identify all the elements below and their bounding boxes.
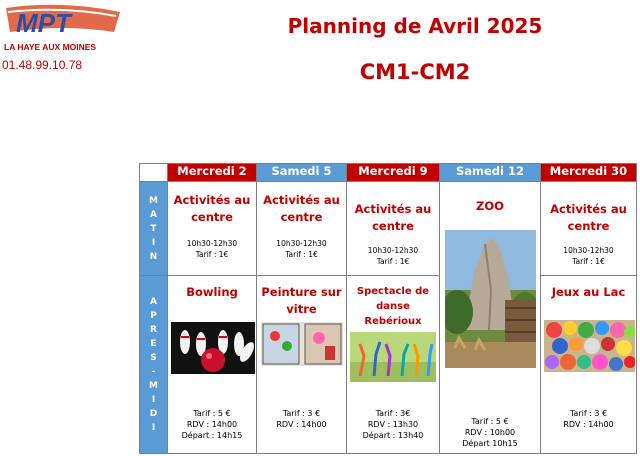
rdv-line: RDV : 14h00 (276, 420, 327, 429)
tarif-line: Tarif : 5 € (193, 409, 231, 418)
afternoon-cell (257, 276, 347, 454)
page-subtitle: CM1-CM2 (359, 60, 471, 84)
morning-cell (257, 182, 347, 276)
rdv-line: RDV : 13h30 (367, 420, 419, 429)
table-corner (140, 164, 168, 182)
activity-title: Bowling (186, 285, 238, 299)
zoo-cell (440, 182, 541, 454)
planning-table (139, 163, 637, 454)
bowling-image (171, 322, 255, 374)
tarif-text: Tarif : 1€ (285, 250, 318, 259)
hours-text: 10h30-12h30 (563, 246, 614, 255)
matin-label: M A T I N (140, 182, 168, 276)
dance-image (350, 332, 436, 382)
rdv-line: RDV : 10h00 (464, 428, 516, 437)
activity-title: Peinture sur vitre (261, 285, 342, 316)
day-header: Samedi 12 (440, 164, 541, 182)
svg-text:LA HAYE AUX MOINES: LA HAYE AUX MOINES (4, 42, 97, 52)
tarif-line: Tarif : 3€ (375, 409, 411, 418)
phone-number: 01.48.99.10.78 (2, 58, 83, 72)
tarif-text: Tarif : 1€ (376, 257, 410, 266)
mpt-logo (2, 2, 124, 56)
activity-title: Activités au centre (263, 193, 340, 224)
day-header: Mercredi 30 (541, 164, 637, 182)
afternoon-cell (168, 276, 257, 454)
activity-title: ZOO (476, 199, 504, 213)
activity-title: Spectacle de danse Rebérioux (356, 286, 430, 327)
morning-cell (541, 182, 637, 276)
rdv-line: RDV : 14h00 (563, 420, 614, 429)
afternoon-cell (541, 276, 637, 454)
zoo-rock-image (445, 230, 536, 368)
tarif-line: Tarif : 3 € (282, 409, 321, 418)
painting-image (261, 322, 343, 366)
activity-title: Activités au centre (354, 202, 432, 233)
day-header: Mercredi 9 (347, 164, 440, 182)
page-title: Planning de Avril 2025 (287, 14, 543, 38)
activity-title: Activités au centre (550, 202, 627, 233)
balls-image (544, 320, 635, 372)
tarif-line: Tarif : 3 € (569, 409, 608, 418)
hours-text: 10h30-12h30 (276, 239, 327, 248)
depart-line: Départ : 13h40 (362, 431, 424, 440)
activity-title: Activités au centre (173, 193, 251, 224)
tarif-text: Tarif : 1€ (195, 250, 229, 259)
tarif-line: Tarif : 5 € (471, 417, 509, 426)
morning-cell (168, 182, 257, 276)
hours-text: 10h30-12h30 (186, 239, 238, 248)
svg-text:MPT: MPT (16, 8, 71, 38)
afternoon-cell (347, 276, 440, 454)
tarif-text: Tarif : 1€ (572, 257, 605, 266)
activity-title: Jeux au Lac (551, 285, 626, 299)
depart-line: Départ 10h15 (462, 439, 518, 448)
hours-text: 10h30-12h30 (367, 246, 419, 255)
apres-midi-label: A P R E S - M I D I (140, 276, 168, 454)
day-header: Samedi 5 (257, 164, 347, 182)
depart-line: Départ : 14h15 (181, 431, 243, 440)
rdv-line: RDV : 14h00 (186, 420, 238, 429)
day-header: Mercredi 2 (168, 164, 257, 182)
morning-cell (347, 182, 440, 276)
